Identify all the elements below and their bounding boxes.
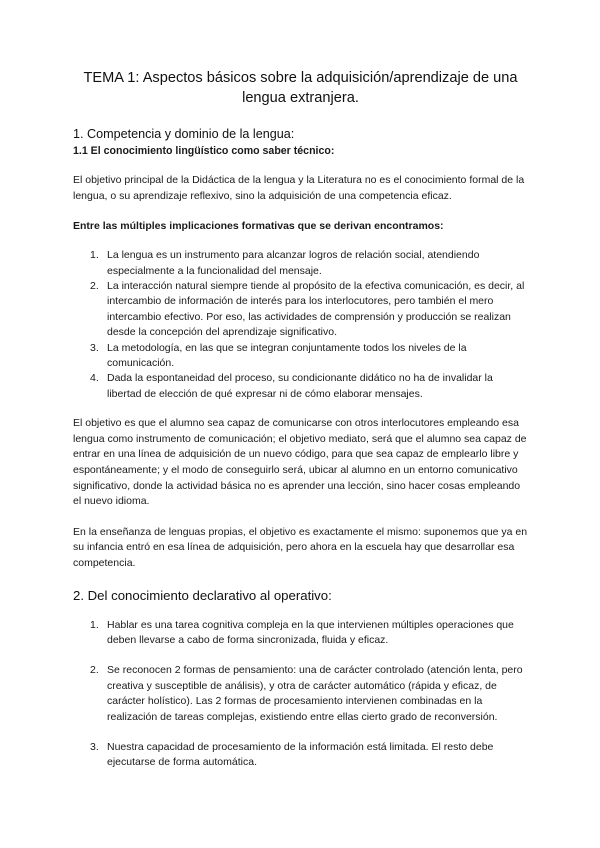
list-item-number: 4.	[90, 372, 99, 385]
list-item-text: Dada la espontaneidad del proceso, su condicionante didático no ha de invalidar la libertad de elección de qué expresar ni de cómo elaborar mensajes.	[107, 372, 493, 400]
native-language-paragraph: En la enseñanza de lenguas propias, el objetivo es exactamente el mismo: suponemos que ya en su infancia entró en esa línea de adquisición, pero ahora en la escuela hay que desarrollar esa competencia.	[73, 525, 528, 569]
list-item	[73, 618, 528, 649]
list-item-text: La metodología, en las que se integran conjuntamente todos los niveles de la comunicación.	[107, 341, 467, 370]
list-item-number: 2.	[90, 664, 99, 677]
objective-paragraph: El objetivo es que el alumno sea capaz de comunicarse con otros interlocutores empleando esa lengua como instrumento de comunicación; el objetivo mediato, será que el alumno sea capaz de entrar en una línea de adquisición de un nuevo código, para que sea capaz de emplearlo libre y espontáneamente; y el modo de conseguirlo será, ubicar al alumno en un entorno comunicativo significativo, donde la actividad básica no es aprender una lección, sino hacer cosas empleando el nuevo idioma.	[73, 417, 527, 508]
implications-list	[73, 248, 528, 402]
list-item-text: La interacción natural siempre tiende al propósito de la efectiva comunicación, es decir, al intercambio de información de interés para los interlocutores, pero también el mero intercambio efectivo. Por eso, las actividades de comprensión y producción se realizan desde la concepción del aprendizaje significativo.	[107, 280, 525, 339]
list-lead: Entre las múltiples implicaciones formativas que se derivan encontramos:	[73, 220, 444, 233]
document-title: TEMA 1: Aspectos básicos sobre la adquisición/aprendizaje de una lengua extranjera.	[83, 70, 518, 106]
section-1-heading: 1. Competencia y dominio de la lengua:	[73, 127, 295, 141]
list-item-text: La lengua es un instrumento para alcanzar logros de relación social, atendiendo especialmente a la funcionalidad del mensaje.	[107, 249, 480, 277]
intro-paragraph: El objetivo principal de la Didáctica de la lengua y la Literatura no es el conocimiento formal de la lengua, o su aprendizaje reflexivo, sino la adquisición de una competencia eficaz.	[73, 174, 525, 202]
list-item	[73, 740, 528, 771]
list-item-number: 3.	[90, 341, 99, 354]
list-item	[73, 341, 528, 372]
subsection-1-1-heading: 1.1 El conocimiento lingüístico como saber técnico:	[73, 145, 335, 157]
declarative-operative-list	[73, 618, 528, 771]
list-item-text: Nuestra capacidad de procesamiento de la información está limitada. El resto debe ejecutarse de forma automática.	[107, 741, 494, 769]
list-item	[73, 248, 528, 279]
list-item-number: 2.	[90, 280, 99, 292]
list-item-text: Hablar es una tarea cognitiva compleja en la que intervienen múltiples operaciones que deben llevarse a cabo de forma sincronizada, fluida y eficaz.	[107, 618, 514, 646]
section-2-heading: 2. Del conocimiento declarativo al operativo:	[73, 587, 332, 603]
list-item-number: 1.	[90, 249, 99, 262]
list-item	[73, 371, 528, 402]
list-item-text: Se reconocen 2 formas de pensamiento: una de carácter controlado (atención lenta, pero creativa y susceptible de análisis), y otra de carácter automático (rápida y eficaz, de carácter holístico). Las 2 formas de procesamiento intervienen combinadas en la realización de tareas complejas, existiendo entre ellas cierto grado de reconversión.	[107, 664, 523, 723]
list-item	[73, 663, 528, 725]
list-item-number: 1.	[90, 618, 99, 631]
list-item-number: 3.	[90, 741, 99, 754]
list-item	[73, 279, 528, 341]
